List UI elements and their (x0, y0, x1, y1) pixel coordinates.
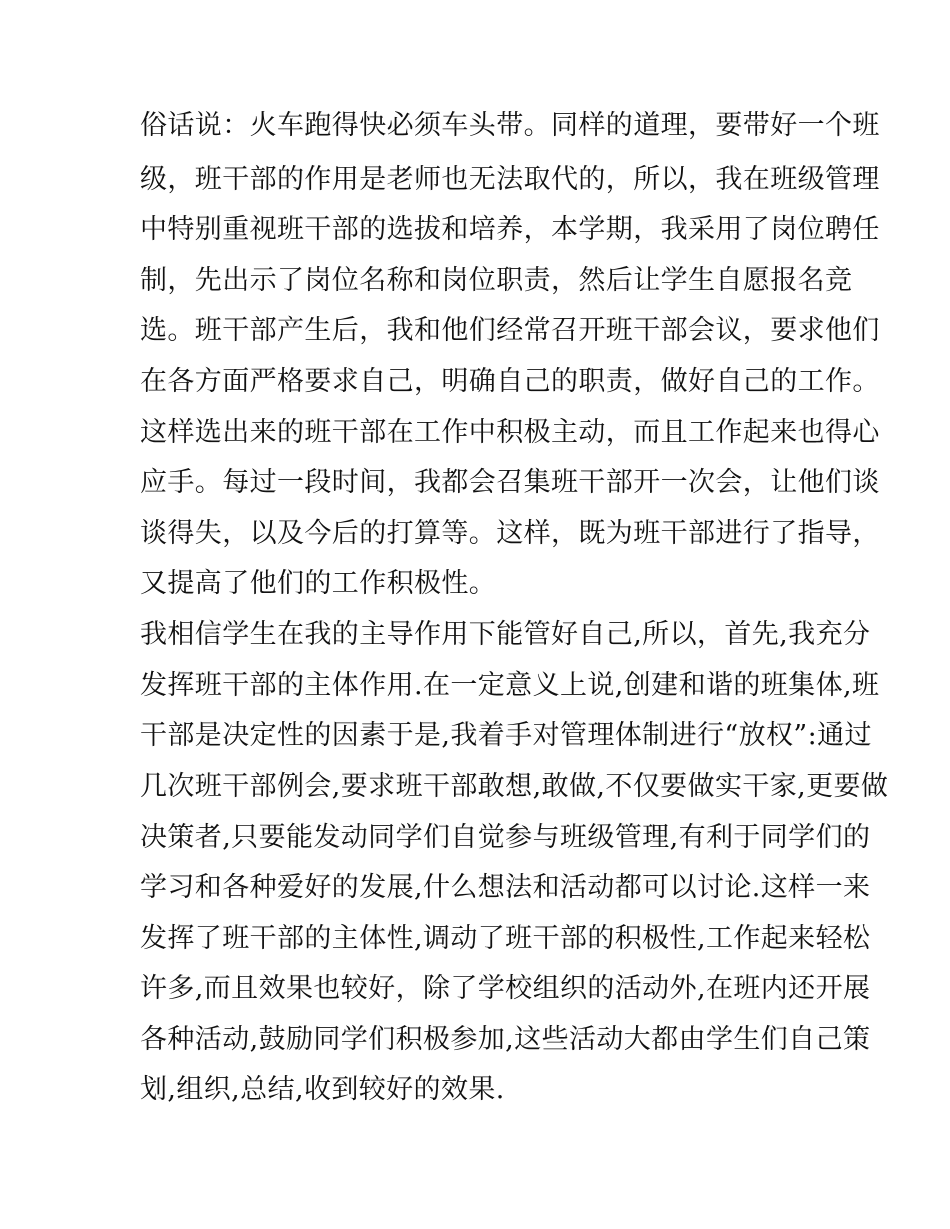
text-line: 在各方面严格要求自己，明确自己的职责，做好自己的工作。 (140, 366, 880, 397)
text-line: 发挥班干部的主体作用.在一定意义上说,创建和谐的班集体,班 (140, 670, 880, 701)
text-line: 我相信学生在我的主导作用下能管好自己,所以，首先,我充分 (140, 619, 871, 650)
text-line: 这样选出来的班干部在工作中积极主动，而且工作起来也得心 (140, 417, 880, 448)
text-line: 许多,而且效果也较好，除了学校组织的活动外,在班内还开展 (140, 973, 871, 1004)
text-line: 中特别重视班干部的选拔和培养，本学期，我采用了岗位聘任 (140, 214, 880, 245)
text-line: 应手。每过一段时间，我都会召集班干部开一次会，让他们谈 (140, 467, 880, 498)
text-line: 决策者,只要能发动同学们自觉参与班级管理,有利于同学们的 (140, 822, 871, 853)
text-line: 谈得失，以及今后的打算等。这样，既为班干部进行了指导， (140, 518, 880, 549)
text-line: 级，班干部的作用是老师也无法取代的，所以，我在班级管理 (140, 164, 880, 195)
text-line: 各种活动,鼓励同学们积极参加,这些活动大都由学生们自己策 (140, 1024, 871, 1055)
text-line: 发挥了班干部的主体性,调动了班干部的积极性,工作起来轻松 (140, 923, 871, 954)
text-line: 几次班干部例会,要求班干部敢想,敢做,不仅要做实干家,更要做 (140, 771, 889, 802)
text-line: 又提高了他们的工作积极性。 (140, 568, 497, 599)
text-line: 学习和各种爱好的发展,什么想法和活动都可以讨论.这样一来 (140, 872, 871, 903)
text-line: 干部是决定性的因素于是,我着手对管理体制进行“放权”:通过 (140, 720, 872, 751)
text-line: 俗话说：火车跑得快必须车头带。同样的道理，要带好一个班 (140, 110, 880, 141)
text-line: 制，先出示了岗位名称和岗位职责，然后让学生自愿报名竞 (140, 265, 853, 296)
text-line: 划,组织,总结,收到较好的效果. (140, 1074, 505, 1105)
text-line: 选。班干部产生后，我和他们经常召开班干部会议，要求他们 (140, 315, 880, 346)
